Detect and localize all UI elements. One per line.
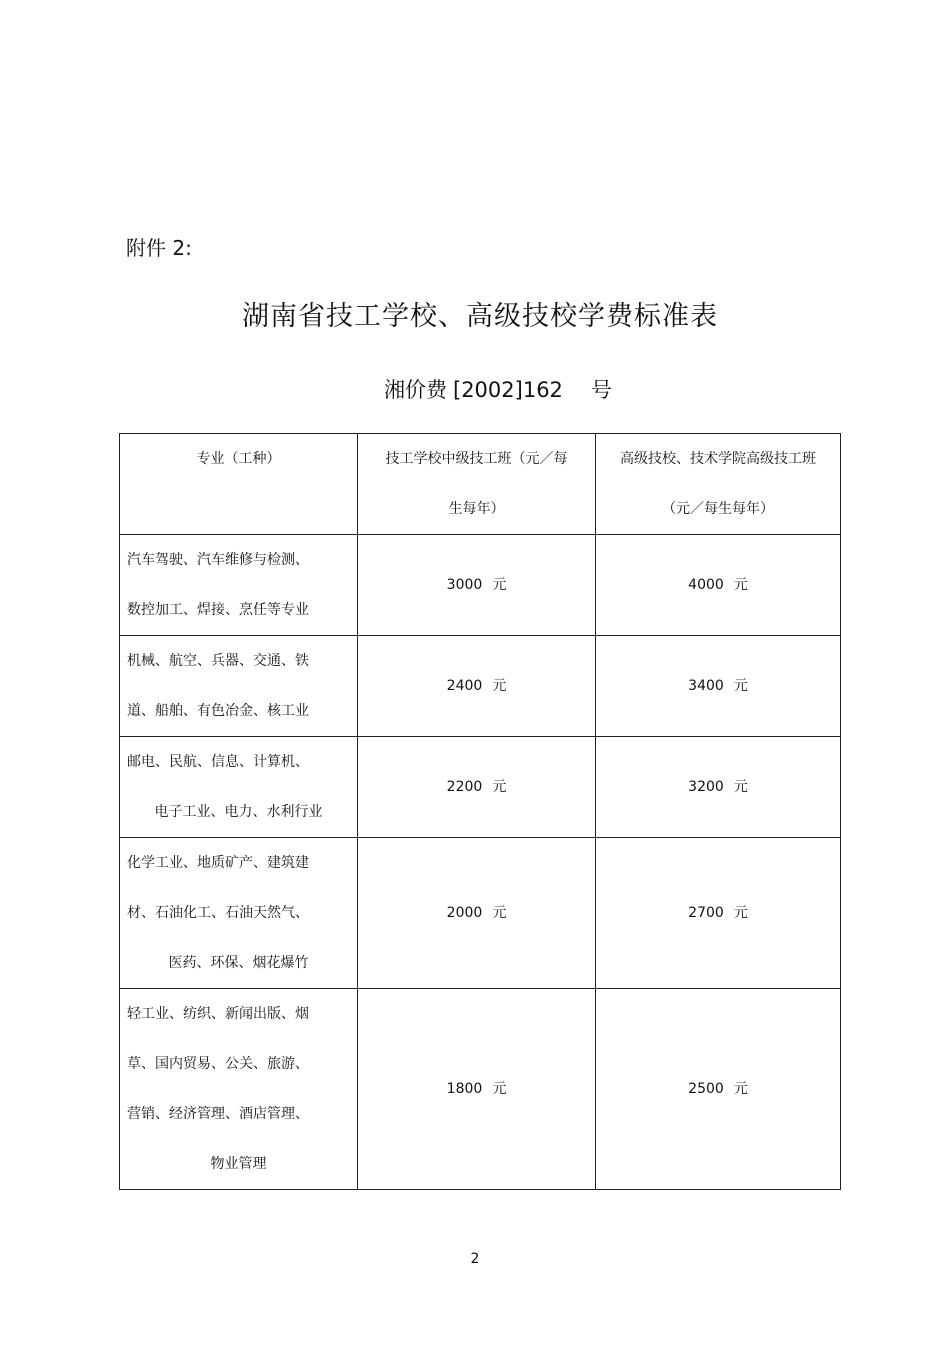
category-cell: [120, 737, 358, 838]
attachment-label: 附件 2:: [126, 236, 192, 260]
header-mid-level: [358, 434, 596, 535]
doc-number-prefix: 湘价费: [384, 378, 447, 402]
fee-unit: 元: [492, 577, 507, 593]
category-line: 化学工业、地质矿产、建筑建: [127, 855, 309, 871]
header-line: 高级技校、技术学院高级技工班: [620, 451, 816, 467]
category-line: 轻工业、纺织、新闻出版、烟: [127, 1006, 309, 1022]
mid-fee-cell: [358, 838, 596, 989]
category-cell: [120, 535, 358, 636]
table-row: [120, 636, 841, 737]
category-cell: [120, 989, 358, 1190]
high-fee-cell: [596, 838, 841, 989]
fee-unit: 元: [492, 678, 507, 694]
fee-unit: 元: [733, 577, 748, 593]
category-line: 材、石油化工、石油天然气、: [127, 905, 309, 921]
header-line: 技工学校中级技工班（元／每: [385, 451, 568, 467]
mid-fee-cell: [358, 535, 596, 636]
mid-fee-cell: [358, 636, 596, 737]
category-line: 电子工业、电力、水利行业: [154, 804, 323, 820]
table-row: [120, 535, 841, 636]
header-line: 专业（工种）: [196, 451, 281, 467]
category-line: 道、船舶、有色冶金、核工业: [127, 703, 309, 719]
fee-value: 3000: [446, 577, 483, 593]
header-high-level: [596, 434, 841, 535]
table-header-row: [120, 434, 841, 535]
fee-table: [119, 433, 841, 1190]
fee-unit: 元: [733, 779, 748, 795]
header-line: （元／每生每年）: [662, 501, 774, 517]
category-line: 汽车驾驶、汽车维修与检测、: [127, 552, 309, 568]
category-line: 数控加工、焊接、烹任等专业: [127, 602, 309, 618]
fee-unit: 元: [733, 678, 748, 694]
fee-unit: 元: [733, 905, 748, 921]
fee-value: 2000: [446, 905, 483, 921]
page-number: 2: [470, 1251, 480, 1267]
fee-value: 2400: [446, 678, 483, 694]
category-line: 邮电、民航、信息、计算机、: [127, 754, 309, 770]
category-cell: [120, 838, 358, 989]
fee-unit: 元: [492, 905, 507, 921]
fee-value: 2200: [446, 779, 483, 795]
fee-value: 4000: [688, 577, 724, 593]
doc-number-suffix: 号: [590, 378, 612, 402]
fee-value: 3400: [688, 678, 724, 694]
high-fee-cell: [596, 535, 841, 636]
category-line: 物业管理: [210, 1156, 267, 1172]
header-specialty: [120, 434, 358, 535]
fee-unit: 元: [733, 1081, 748, 1097]
category-line: 医药、环保、烟花爆竹: [168, 955, 309, 971]
high-fee-cell: [596, 636, 841, 737]
mid-fee-cell: [358, 737, 596, 838]
fee-value: 2700: [688, 905, 724, 921]
table-row: [120, 838, 841, 989]
category-line: 草、国内贸易、公关、旅游、: [127, 1056, 309, 1072]
high-fee-cell: [596, 737, 841, 838]
doc-number-value: [2002]162: [453, 378, 563, 402]
category-line: 营销、经济管理、酒店管理、: [127, 1106, 309, 1122]
category-line: 机械、航空、兵器、交通、铁: [127, 653, 309, 669]
fee-value: 2500: [688, 1081, 724, 1097]
mid-fee-cell: [358, 989, 596, 1190]
category-cell: [120, 636, 358, 737]
page-title: 湖南省技工学校、高级技校学费标准表: [242, 301, 718, 332]
fee-unit: 元: [492, 1081, 507, 1097]
fee-value: 3200: [688, 779, 724, 795]
header-line: 生每年）: [448, 501, 505, 517]
table-row: [120, 989, 841, 1190]
table-row: [120, 737, 841, 838]
document-number: [384, 374, 612, 404]
fee-unit: 元: [492, 779, 507, 795]
high-fee-cell: [596, 989, 841, 1190]
fee-value: 1800: [446, 1081, 483, 1097]
